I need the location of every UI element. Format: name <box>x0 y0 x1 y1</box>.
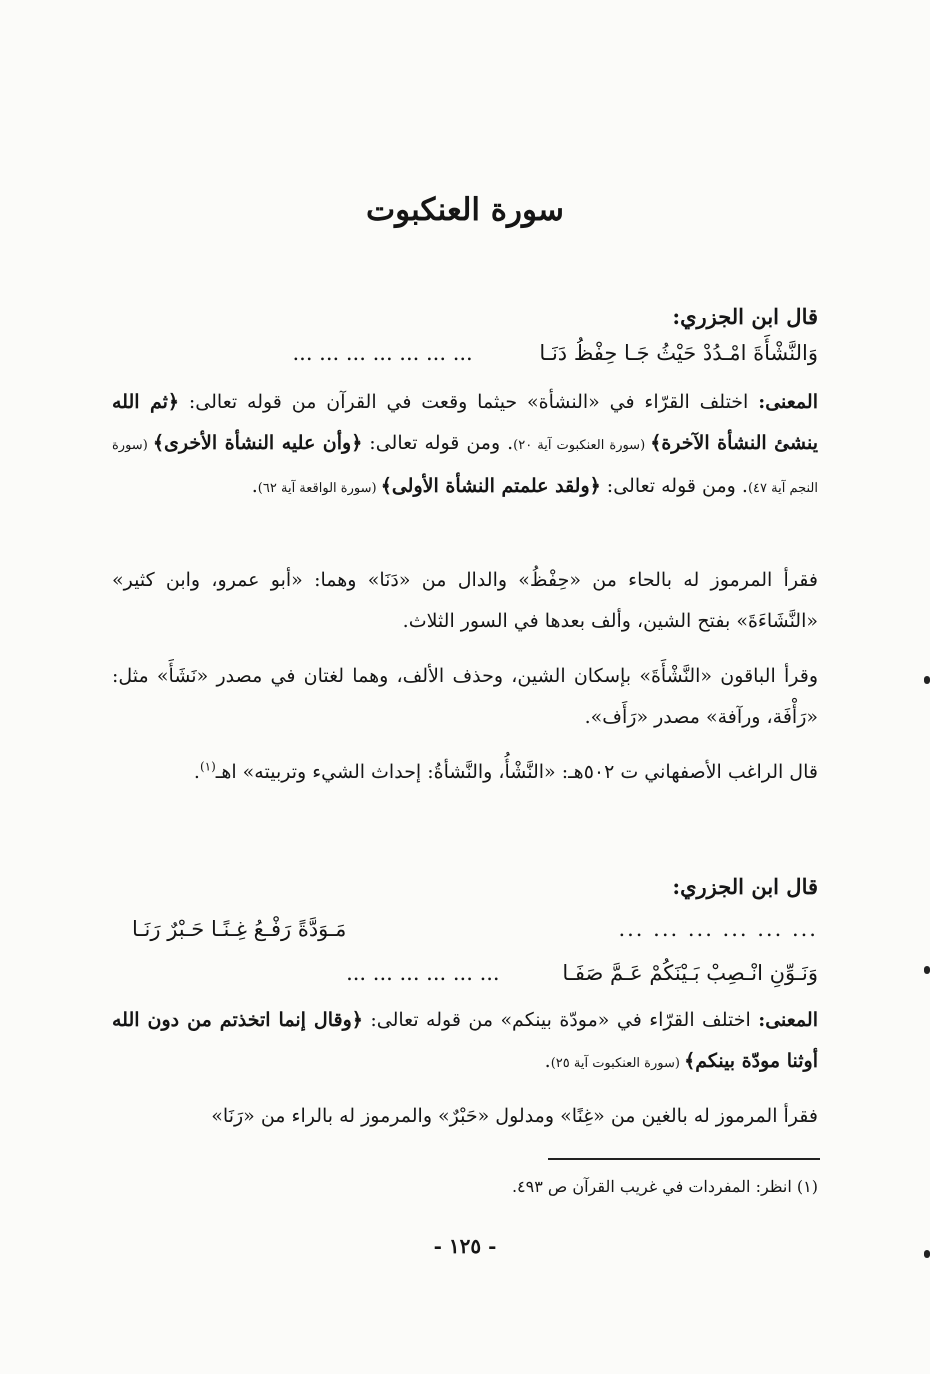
meaning-text: اختلف القرّاء في «مودّة بينكم» من قوله تعالى: <box>362 1009 759 1031</box>
paragraph-4-end: . <box>193 761 200 783</box>
quran-quote: ﴿وقال إنما اتخذتم من دون الله أوثنا مودّة بينكم﴾ <box>112 1009 818 1072</box>
verse-text: وَالنَّشْأَةَ امْـدُدْ حَيْثُ جَـا حِفْظُ دَنَـا <box>539 341 818 365</box>
section1-heading: قال ابن الجزري: <box>672 304 818 329</box>
meaning-text: اختلف القرّاء في «النشأة» حيثما وقعت في القرآن من قوله تعالى: <box>179 391 759 413</box>
meaning-end: . <box>544 1050 551 1072</box>
section1-paragraph-4 <box>112 752 818 793</box>
meaning-label: المعنى: <box>758 391 818 413</box>
section1-meaning-paragraph <box>112 382 818 509</box>
quran-quote-1: ﴿ثم الله ينشئ النشأة الآخرة﴾ <box>112 391 818 454</box>
quran-ref-2: (سورة النجم آية ٤٧) <box>112 438 818 496</box>
meaning-end: . <box>251 475 258 497</box>
binding-hole-mark <box>924 1250 930 1258</box>
binding-hole-mark <box>924 676 930 684</box>
quran-quote-2: ﴿وأن عليه النشأة الأخرى﴾ <box>152 432 363 454</box>
verse-dots: ... ... ... ... ... ... <box>618 917 818 941</box>
verse-dots: ... ... ... ... ... ... ... <box>292 341 473 365</box>
section2-verse-2 <box>112 958 818 988</box>
section2-verse-1 <box>112 914 818 944</box>
quran-ref-3: (سورة الواقعة آية ٦٢) <box>257 481 381 496</box>
footnote-divider <box>548 1158 820 1160</box>
footnote: (١) انظر: المفردات في غريب القرآن ص ٤٩٣. <box>511 1177 818 1196</box>
verse-text: مَـوَدَّةً رَفْـعُ غِـنًـا حَـبْرٌ رَنَـا <box>132 917 347 941</box>
verse-dots: ... ... ... ... ... ... <box>346 961 500 985</box>
footnote-marker: (١) <box>199 759 216 774</box>
connector-text-2: . ومن قوله تعالى: <box>600 475 748 497</box>
quran-ref: (سورة العنكبوت آية ٢٥) <box>550 1056 685 1071</box>
paragraph-4-text: قال الراغب الأصفهاني ت ٥٠٢هـ: «النَّشْأُ، والنَّشأةُ: إحداث الشيء وتربيته» اهـ <box>215 761 818 783</box>
binding-hole-mark <box>924 966 930 974</box>
section2-meaning-paragraph <box>112 1000 818 1084</box>
quran-quote-3: ﴿ولقد علمتم النشأة الأولى﴾ <box>380 475 601 497</box>
section2-paragraph-2: فقرأ المرموز له بالغين من «غِنًا» ومدلول «حَبْرٌ» والمرموز له بالراء من «رَنَا» <box>211 1105 818 1127</box>
section1-paragraph-2: فقرأ المرموز له بالحاء من «حِفْظُ» والدال من «دَنَا» وهما: «أبو عمرو، وابن كثير» «النَّشَاءَةَ» بفتح الشين، وألف بعدها في السور الثلاث. <box>112 569 818 632</box>
section1-paragraph-3: وقرأ الباقون «النَّشْأَةَ» بإسكان الشين، وحذف الألف، وهما لغتان في مصدر «نَشَأَ» مثل: «رَأْفَة، ورآفة» مصدر «رَأَف». <box>112 665 818 728</box>
section2-heading: قال ابن الجزري: <box>672 874 818 899</box>
verse-text: وَنَـوِّنِ انْـصِبْ بَـيْنَكُمْ عَـمَّ صَفَـا <box>562 961 818 985</box>
page-number: - ١٢٥ - <box>433 1234 497 1258</box>
surah-title: سورة العنكبوت <box>365 192 565 228</box>
quran-ref-1: (سورة العنكبوت آية ٢٠) <box>513 438 651 453</box>
section1-verse <box>112 338 818 368</box>
connector-text-1: . ومن قوله تعالى: <box>362 432 514 454</box>
meaning-label: المعنى: <box>758 1009 818 1031</box>
